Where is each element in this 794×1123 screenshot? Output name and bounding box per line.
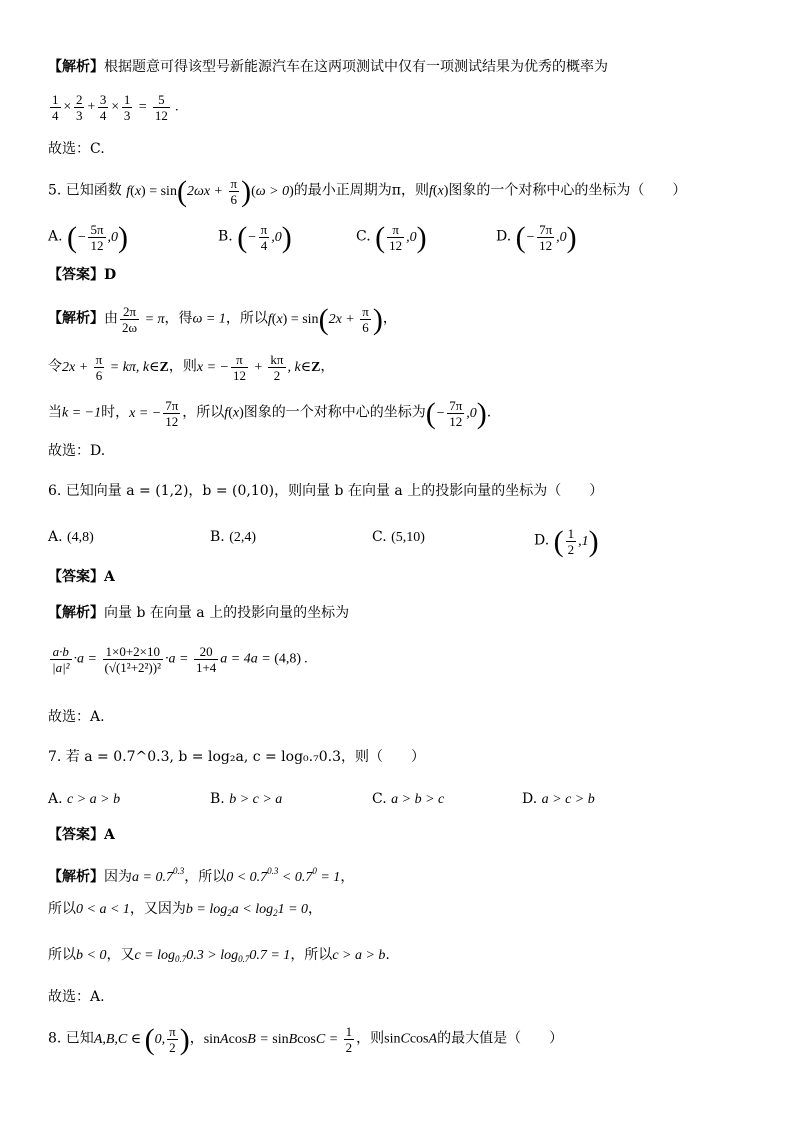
q4-conclusion: 故选：C. bbox=[48, 141, 105, 157]
q6-option-d: D. ( $\frac{1}{2}$ ,1) bbox=[534, 524, 599, 558]
q7-option-c: C. a > b > c bbox=[372, 791, 445, 807]
q6-stem: 6. 已知向量 a = (1,2)，b = (0,10)，则向量 b 在向量 a 上的投影向量的坐标为（ ） bbox=[48, 483, 604, 499]
q5-stem-mid: 的最小正周期为π，则 bbox=[293, 182, 429, 199]
q7-option-a: A. c > a > b bbox=[48, 791, 121, 807]
q6-option-a: A. (4,8) bbox=[48, 529, 94, 545]
q5-stem: 5. 已知函数 f(x) = sin(2ωx + $\frac{\pi}{6}$ )(ω > 0)的最小正周期为π，则f(x)图象的一个对称中心的坐标为（ ） bbox=[48, 174, 687, 208]
q8-stem: 8. 已知A,B,C ∈ (0, $\frac{\pi}{2}$ )，sinAcosB = sinBcosC = $\frac{1}{2}$ ，则sinCcosA的最大值是（ ） bbox=[48, 1022, 564, 1056]
q5-analysis-line3: 当k = −1时，x = − $\frac{7\pi}{12}$ ，所以f(x)图象的一个对称中心的坐标为(− $\frac{7\pi}{12}$ ,0). bbox=[48, 396, 492, 430]
q7-analysis-line3: 所以b < 0，又$c = \log_{0.7}0.3 > \log_{0.7}0.7 = 1$，所以c > a > b. bbox=[48, 947, 390, 964]
q6-formula: $\frac{a\cdot b}{\text{|a|²}}$ ·a = $\frac{1\times 0+2\times 10}{\text{(√(1²+2²))²}}$ ·a = $\frac{20}{1+4}$ a = 4a = (4,8) . bbox=[52, 644, 309, 675]
q6-option-b: B. (2,4) bbox=[210, 529, 257, 545]
q6-answer: 【答案】A bbox=[48, 569, 115, 585]
q7-analysis-line1: 【解析】因为$a = 0.7^{0.3}$，所以$0 < 0.7^{0.3} < 0.7^0 = 1$， bbox=[48, 866, 355, 885]
q7-stem: 7. 若 a = 0.7^0.3, b = log₂a, c = log₀.₇0.3，则（ ） bbox=[48, 749, 425, 765]
q6-analysis-line: 【解析】向量 b 在向量 a 上的投影向量的坐标为 bbox=[48, 605, 350, 621]
q5-answer: 【答案】D bbox=[48, 267, 117, 283]
q7-answer: 【答案】A bbox=[48, 827, 115, 843]
q5-analysis-line1: 【解析】由 $\frac{2\pi}{2\omega}$ = π，得ω = 1，所以f(x) = sin(2x + $\frac{\pi}{6}$ )， bbox=[48, 302, 397, 336]
q5-conclusion: 故选：D. bbox=[48, 443, 106, 459]
q7-option-b: B. b > c > a bbox=[210, 791, 283, 807]
q7-conclusion: 故选：A. bbox=[48, 989, 105, 1005]
q6-option-c: C. (5,10) bbox=[372, 529, 425, 545]
q5-option-c: C. ( $\frac{\pi}{12}$ ,0) bbox=[356, 220, 427, 254]
q5-stem-prefix: 5. 已知函数 bbox=[48, 182, 122, 199]
q5-stem-suffix: 图象的一个对称中心的坐标为（ ） bbox=[448, 182, 687, 199]
q4-analysis-label: 【解析】 bbox=[48, 59, 104, 75]
q5-option-d: D. (− $\frac{7\pi}{12}$ ,0) bbox=[496, 220, 577, 254]
q5-option-b: B. (− $\frac{\pi}{4}$ ,0) bbox=[218, 220, 292, 254]
q4-analysis-text: 根据题意可得该型号新能源汽车在这两项测试中仅有一项测试结果为优秀的概率为 bbox=[104, 59, 608, 75]
q5-option-a: A. (− $\frac{5\pi}{12}$ ,0) bbox=[48, 220, 129, 254]
q6-conclusion: 故选：A. bbox=[48, 709, 105, 725]
q4-formula: $\frac{1}{4}$ × $\frac{2}{3}$ + $\frac{3}{4}$ × $\frac{1}{3}$ = $\frac{5}{12}$ . bbox=[52, 92, 179, 123]
q7-analysis-line2: 所以0 < a < 1，又因为$b = \log_2a < \log_21 = 0$， bbox=[48, 901, 323, 918]
q5-analysis-line2: 令2x + $\frac{\pi}{6}$ = kπ, k∈Z，则x = − $\frac{\pi}{12}$ + $\frac{k\pi}{2}$ , k∈Z， bbox=[48, 352, 335, 383]
q7-option-d: D. a > c > b bbox=[522, 791, 595, 807]
q4-analysis-line bbox=[48, 56, 608, 78]
